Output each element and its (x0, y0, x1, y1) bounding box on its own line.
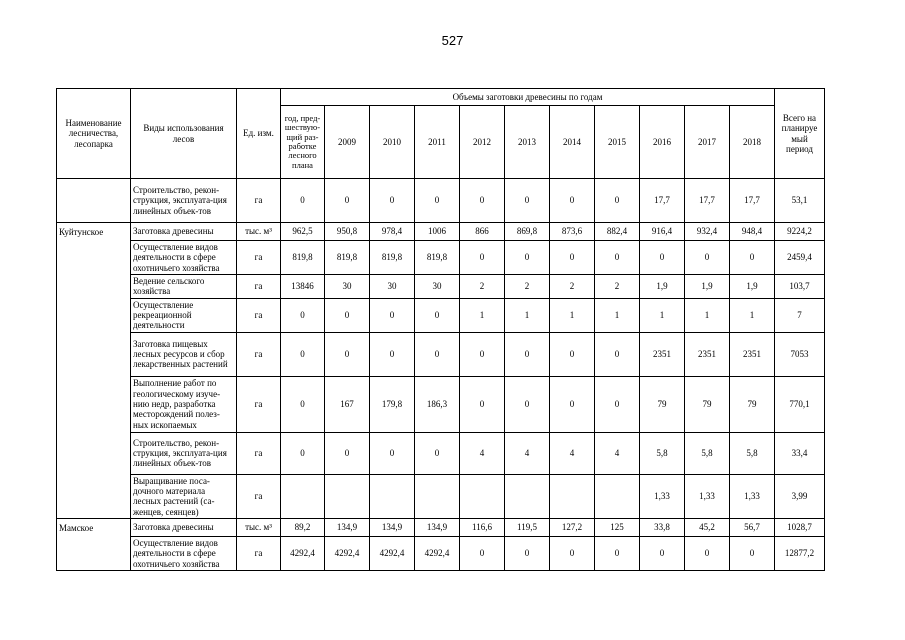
forestry-name: Куйтунское (57, 223, 131, 241)
volume-value: 0 (370, 332, 415, 376)
volume-value: 882,4 (595, 223, 640, 241)
volume-value: 4 (460, 432, 505, 474)
volume-value: 0 (550, 537, 595, 571)
activity-type: Строительство, рекон-струкция, эксплуата-ция линейных объек-тов (131, 179, 237, 223)
volume-value: 0 (685, 537, 730, 571)
volume-value: 4292,4 (325, 537, 370, 571)
volume-value: 4292,4 (415, 537, 460, 571)
page-number: 527 (441, 33, 464, 48)
volume-value: 1 (595, 298, 640, 332)
volume-value: 2351 (685, 332, 730, 376)
volume-value: 819,8 (415, 241, 460, 275)
volume-value: 948,4 (730, 223, 775, 241)
volume-value: 0 (730, 537, 775, 571)
forestry-name (57, 241, 131, 275)
forestry-name (57, 474, 131, 518)
volume-value: 30 (415, 275, 460, 299)
total-value: 7 (775, 298, 825, 332)
forestry-name (57, 376, 131, 432)
forestry-name: Мамское (57, 519, 131, 537)
volume-value: 5,8 (640, 432, 685, 474)
volume-value: 2 (505, 275, 550, 299)
volume-value: 0 (415, 298, 460, 332)
header-year: 2009 (325, 106, 370, 179)
unit-of-measure: га (237, 179, 281, 223)
volume-value: 0 (460, 241, 505, 275)
unit-of-measure: га (237, 474, 281, 518)
table-row (57, 474, 825, 518)
volume-value: 819,8 (370, 241, 415, 275)
header-total: Всего на планируе мый период (775, 89, 825, 179)
table-body (57, 179, 825, 571)
volume-value: 0 (325, 332, 370, 376)
volume-value: 0 (505, 332, 550, 376)
table-row (57, 298, 825, 332)
volume-value: 45,2 (685, 519, 730, 537)
volume-value: 4292,4 (281, 537, 325, 571)
total-value: 7053 (775, 332, 825, 376)
volume-value: 819,8 (325, 241, 370, 275)
unit-of-measure: га (237, 332, 281, 376)
volume-value: 0 (595, 376, 640, 432)
volume-value: 0 (595, 332, 640, 376)
volume-value: 5,8 (730, 432, 775, 474)
volume-value: 873,6 (550, 223, 595, 241)
table-row (57, 332, 825, 376)
header-year: 2016 (640, 106, 685, 179)
volume-value: 0 (550, 376, 595, 432)
volume-value: 0 (460, 179, 505, 223)
header-volumes: Объемы заготовки древесины по годам (281, 89, 775, 106)
volume-value: 0 (505, 241, 550, 275)
forestry-name (57, 275, 131, 299)
activity-type: Осуществление рекреационной деятельности (131, 298, 237, 332)
volume-value: 1 (550, 298, 595, 332)
total-value: 3,99 (775, 474, 825, 518)
header-year: 2017 (685, 106, 730, 179)
volume-value: 0 (370, 298, 415, 332)
activity-type: Выращивание поса-дочного материала лесных растений (са-женцев, сеянцев) (131, 474, 237, 518)
total-value: 2459,4 (775, 241, 825, 275)
volume-value: 0 (640, 537, 685, 571)
volume-value: 916,4 (640, 223, 685, 241)
volume-value: 869,8 (505, 223, 550, 241)
volume-value: 0 (595, 241, 640, 275)
volume-value: 0 (685, 241, 730, 275)
activity-type: Ведение сельского хозяйства (131, 275, 237, 299)
volume-value: 0 (505, 537, 550, 571)
volume-value: 1006 (415, 223, 460, 241)
volume-value: 89,2 (281, 519, 325, 537)
volume-value: 2351 (640, 332, 685, 376)
table-row (57, 275, 825, 299)
volume-value: 2 (550, 275, 595, 299)
volume-value: 2 (460, 275, 505, 299)
table-row (57, 241, 825, 275)
volume-value: 0 (415, 432, 460, 474)
table-row (57, 519, 825, 537)
total-value: 12877,2 (775, 537, 825, 571)
volume-value: 134,9 (325, 519, 370, 537)
header-activity: Виды использования лесов (131, 89, 237, 179)
volume-value (505, 474, 550, 518)
volume-value: 167 (325, 376, 370, 432)
volume-value: 33,8 (640, 519, 685, 537)
volume-value: 0 (640, 241, 685, 275)
volume-value: 186,3 (415, 376, 460, 432)
table-row (57, 376, 825, 432)
volume-value: 4 (550, 432, 595, 474)
header-year: 2014 (550, 106, 595, 179)
volume-value: 1,9 (685, 275, 730, 299)
volume-value: 116,6 (460, 519, 505, 537)
volume-value: 0 (325, 298, 370, 332)
volume-value: 5,8 (685, 432, 730, 474)
volume-value: 30 (325, 275, 370, 299)
volume-value: 0 (595, 179, 640, 223)
volume-value: 17,7 (685, 179, 730, 223)
volume-value (415, 474, 460, 518)
header-forestry: Наименование лесничества, лесопарка (57, 89, 131, 179)
volume-value: 0 (505, 179, 550, 223)
total-value: 9224,2 (775, 223, 825, 241)
header-prev-period: год, пред-шествую-щий раз-работке лесного плана (281, 106, 325, 179)
forestry-name (57, 332, 131, 376)
volume-value: 2 (595, 275, 640, 299)
header-year: 2010 (370, 106, 415, 179)
volume-value: 1,33 (685, 474, 730, 518)
volume-value: 179,8 (370, 376, 415, 432)
volume-value: 1,9 (640, 275, 685, 299)
timber-harvest-table (56, 88, 825, 571)
volume-value: 4 (595, 432, 640, 474)
unit-of-measure: га (237, 275, 281, 299)
volume-value: 1 (460, 298, 505, 332)
volume-value: 13846 (281, 275, 325, 299)
volume-value: 0 (550, 332, 595, 376)
volume-value: 0 (505, 376, 550, 432)
unit-of-measure: га (237, 432, 281, 474)
volume-value: 0 (281, 179, 325, 223)
header-unit: Ед. изм. (237, 89, 281, 179)
volume-value: 4292,4 (370, 537, 415, 571)
total-value: 103,7 (775, 275, 825, 299)
table-row (57, 223, 825, 241)
volume-value: 0 (460, 376, 505, 432)
volume-value: 0 (370, 432, 415, 474)
volume-value: 125 (595, 519, 640, 537)
volume-value: 134,9 (415, 519, 460, 537)
volume-value: 0 (281, 432, 325, 474)
activity-type: Строительство, рекон-струкция, эксплуата-ция линейных объек-тов (131, 432, 237, 474)
volume-value: 0 (730, 241, 775, 275)
volume-value: 0 (550, 179, 595, 223)
volume-value: 0 (415, 332, 460, 376)
forestry-name (57, 432, 131, 474)
unit-of-measure: тыс. м³ (237, 223, 281, 241)
activity-type: Заготовка пищевых лесных ресурсов и сбор лекарственных растений (131, 332, 237, 376)
volume-value (370, 474, 415, 518)
volume-value: 819,8 (281, 241, 325, 275)
activity-type: Осуществление видов деятельности в сфере охотничьего хозяйства (131, 537, 237, 571)
volume-value: 0 (595, 537, 640, 571)
forestry-name (57, 537, 131, 571)
volume-value: 0 (460, 332, 505, 376)
header-year: 2018 (730, 106, 775, 179)
unit-of-measure: га (237, 241, 281, 275)
volume-value (460, 474, 505, 518)
table-row (57, 179, 825, 223)
unit-of-measure: га (237, 298, 281, 332)
volume-value: 17,7 (640, 179, 685, 223)
volume-value: 0 (281, 298, 325, 332)
unit-of-measure: га (237, 376, 281, 432)
header-year: 2012 (460, 106, 505, 179)
table-row (57, 432, 825, 474)
table-row (57, 537, 825, 571)
activity-type: Осуществление видов деятельности в сфере охотничьего хозяйства (131, 241, 237, 275)
volume-value: 79 (640, 376, 685, 432)
volume-value: 2351 (730, 332, 775, 376)
header-year: 2011 (415, 106, 460, 179)
volume-value (325, 474, 370, 518)
volume-value: 79 (730, 376, 775, 432)
volume-value: 866 (460, 223, 505, 241)
volume-value: 1 (730, 298, 775, 332)
volume-value (595, 474, 640, 518)
volume-value: 0 (325, 432, 370, 474)
total-value: 770,1 (775, 376, 825, 432)
volume-value: 119,5 (505, 519, 550, 537)
volume-value: 134,9 (370, 519, 415, 537)
volume-value (550, 474, 595, 518)
header-year: 2013 (505, 106, 550, 179)
volume-value: 978,4 (370, 223, 415, 241)
volume-value: 0 (281, 332, 325, 376)
volume-value: 4 (505, 432, 550, 474)
total-value: 1028,7 (775, 519, 825, 537)
activity-type: Выполнение работ по геологическому изуче-нию недр, разработка месторождений полез-ных ископаемых (131, 376, 237, 432)
table-header (57, 89, 825, 179)
volume-value: 932,4 (685, 223, 730, 241)
volume-value: 1,9 (730, 275, 775, 299)
volume-value: 0 (460, 537, 505, 571)
forestry-name (57, 298, 131, 332)
volume-value: 0 (370, 179, 415, 223)
volume-value: 1,33 (730, 474, 775, 518)
volume-value: 0 (281, 376, 325, 432)
volume-value: 1 (640, 298, 685, 332)
total-value: 33,4 (775, 432, 825, 474)
volume-value: 1 (505, 298, 550, 332)
header-year: 2015 (595, 106, 640, 179)
volume-value: 56,7 (730, 519, 775, 537)
volume-value: 0 (550, 241, 595, 275)
forestry-name (57, 179, 131, 223)
volume-value: 950,8 (325, 223, 370, 241)
volume-value: 1,33 (640, 474, 685, 518)
volume-value (281, 474, 325, 518)
volume-value: 127,2 (550, 519, 595, 537)
volume-value: 30 (370, 275, 415, 299)
volume-value: 17,7 (730, 179, 775, 223)
volume-value: 962,5 (281, 223, 325, 241)
activity-type: Заготовка древесины (131, 223, 237, 241)
unit-of-measure: га (237, 537, 281, 571)
activity-type: Заготовка древесины (131, 519, 237, 537)
volume-value: 0 (325, 179, 370, 223)
volume-value: 1 (685, 298, 730, 332)
volume-value: 0 (415, 179, 460, 223)
total-value: 53,1 (775, 179, 825, 223)
unit-of-measure: тыс. м³ (237, 519, 281, 537)
volume-value: 79 (685, 376, 730, 432)
